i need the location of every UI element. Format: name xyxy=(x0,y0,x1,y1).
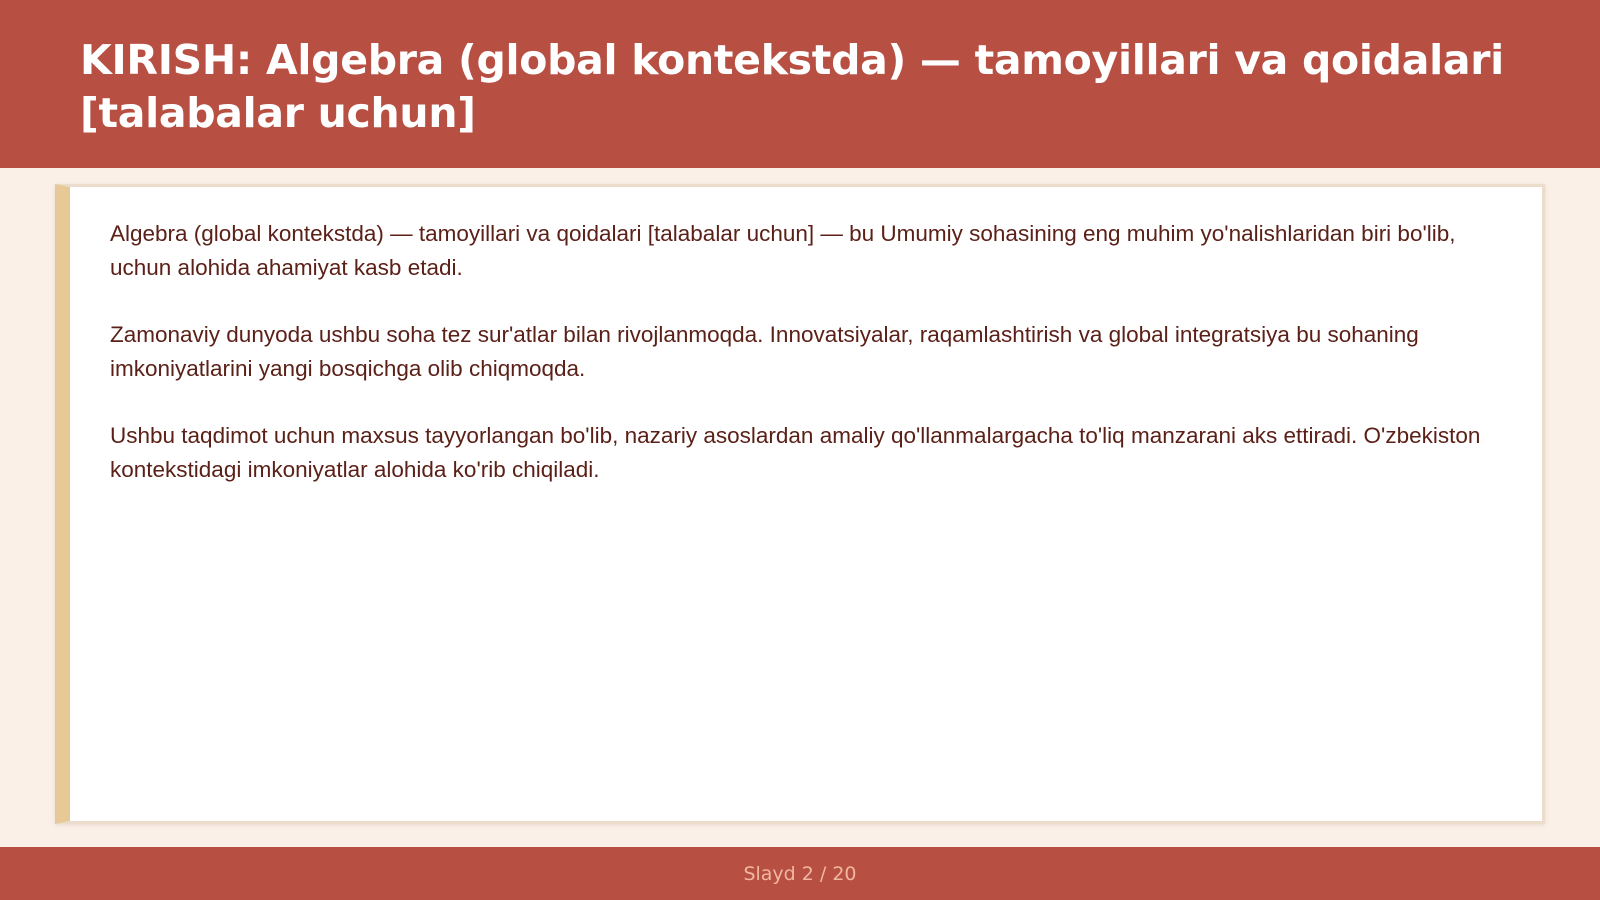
content-card xyxy=(55,184,1545,824)
content-paragraph-1: Algebra (global kontekstda) — tamoyillari va qoidalari [talabalar uchun] — bu Umumiy sohasining eng muhim yo'nalishlaridan biri bo'lib, uchun alohida ahamiyat kasb etadi. xyxy=(110,221,1456,280)
slide-number: Slayd 2 / 20 xyxy=(743,862,857,885)
slide-footer xyxy=(0,847,1600,900)
content-paragraph-3: Ushbu taqdimot uchun maxsus tayyorlangan bo'lib, nazariy asoslardan amaliy qo'llanmalargacha to'liq manzarani aks ettiradi. O'zbekiston kontekstidagi imkoniyatlar alohida ko'rib chiqiladi. xyxy=(110,423,1481,482)
slide-title: KIRISH: Algebra (global kontekstda) — tamoyillari va qoidalari [talabalar uchun] xyxy=(80,36,1504,137)
content-paragraph-2: Zamonaviy dunyoda ushbu soha tez sur'atlar bilan rivojlanmoqda. Innovatsiyalar, raqamlashtirish va global integratsiya bu sohaning imkoniyatlarini yangi bosqichga olib chiqmoqda. xyxy=(110,322,1419,381)
slide-header xyxy=(0,0,1600,168)
